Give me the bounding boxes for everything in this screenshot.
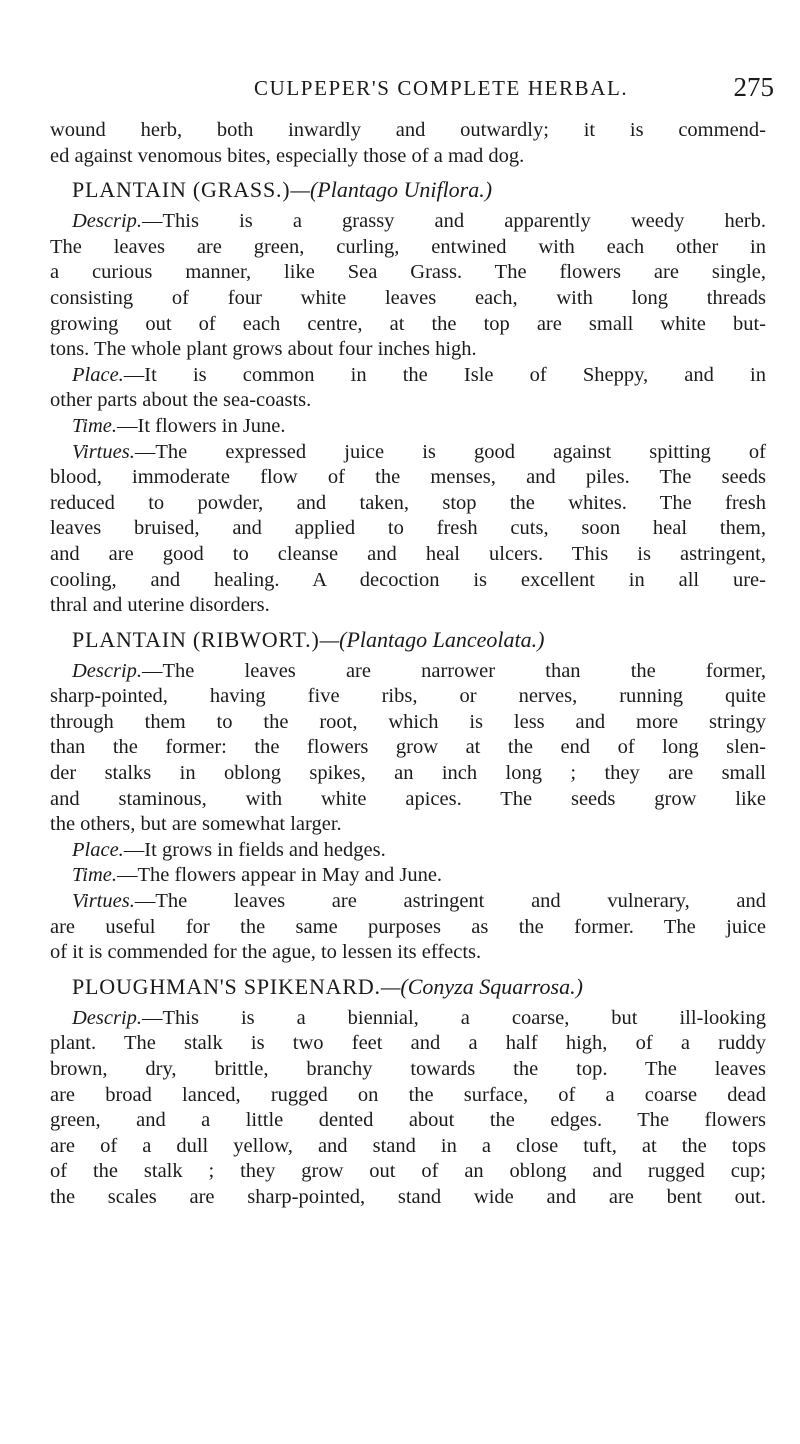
body-line: through them to the root, which is less and more stringy	[50, 710, 766, 733]
body-line: the scales are sharp-pointed, stand wide and are bent out.	[50, 1185, 766, 1208]
body-line	[50, 440, 766, 466]
body-line: and are good to cleanse and heal ulcers. This is astringent,	[50, 542, 766, 565]
line-text: —The expressed juice is good against spitting of	[134, 440, 766, 463]
body-line: reduced to powder, and taken, stop the whites. The fresh	[50, 491, 766, 514]
body-line: and staminous, with white apices. The seeds grow like	[50, 787, 766, 810]
section-label: Virtues.	[72, 890, 135, 913]
body-line: a curious manner, like Sea Grass. The flowers are single,	[50, 261, 766, 284]
entry-heading	[50, 625, 766, 655]
body-line: are useful for the same purposes as the former. The juice	[50, 915, 766, 938]
body-line: leaves bruised, and applied to fresh cuts, soon heal them,	[50, 517, 766, 540]
entry-heading-latin: —(Plantago Uniflora.)	[290, 177, 493, 203]
body-line: consisting of four white leaves each, with long threads	[50, 286, 766, 309]
line-text: —This is a biennial, a coarse, but ill-looking	[142, 1006, 766, 1029]
entry-heading	[50, 175, 766, 205]
body-line: other parts about the sea-coasts.	[50, 389, 312, 412]
section-label: Time.	[72, 414, 117, 437]
body-line: The leaves are green, curling, entwined with each other in	[50, 235, 766, 258]
body-line: are of a dull yellow, and stand in a close tuft, at the tops	[50, 1134, 766, 1157]
entry-heading-name: PLANTAIN (GRASS.)	[72, 177, 291, 203]
entry-heading	[50, 972, 766, 1002]
line-text: —This is a grassy and apparently weedy herb.	[142, 210, 766, 233]
text-block	[50, 118, 766, 1211]
line-text: —It is common in the Isle of Sheppy, and in	[123, 363, 766, 386]
line-text: —The leaves are narrower than the former,	[142, 659, 766, 682]
body-line	[50, 209, 766, 235]
body-line: der stalks in oblong spikes, an inch long ; they are small	[50, 762, 766, 785]
body-line: of it is commended for the ague, to lessen its effects.	[50, 941, 482, 964]
running-head	[254, 72, 774, 104]
section-label: Place.	[72, 363, 124, 386]
section-label: Descrip.	[72, 1006, 143, 1029]
line-text: —The flowers appear in May and June.	[117, 864, 443, 887]
body-line: plant. The stalk is two feet and a half high, of a ruddy	[50, 1032, 766, 1055]
body-line	[50, 889, 766, 915]
body-line: wound herb, both inwardly and outwardly; it is commend-	[50, 119, 766, 141]
body-line: ed against venomous bites, especially those of a mad dog.	[50, 144, 525, 167]
body-line: the others, but are somewhat larger.	[50, 813, 342, 836]
body-line	[50, 414, 766, 440]
body-line: sharp-pointed, having five ribs, or nerves, running quite	[50, 685, 766, 708]
body-line: green, and a little dented about the edges. The flowers	[50, 1109, 766, 1132]
body-line: than the former: the flowers grow at the end of long slen-	[50, 736, 766, 759]
section-label: Descrip.	[72, 659, 143, 682]
body-line: tons. The whole plant grows about four inches high.	[50, 338, 477, 361]
line-text: —The leaves are astringent and vulnerary, and	[134, 890, 766, 913]
section-label: Place.	[72, 838, 124, 861]
page-number: 275	[733, 72, 774, 102]
body-line	[50, 659, 766, 685]
body-line: growing out of each centre, at the top are small white but-	[50, 312, 766, 335]
section-label: Descrip.	[72, 210, 143, 233]
body-line: cooling, and healing. A decoction is excellent in all ure-	[50, 568, 766, 591]
body-line	[50, 1006, 766, 1032]
body-line	[50, 363, 766, 389]
body-line	[50, 863, 766, 889]
running-title: CULPEPER'S COMPLETE HERBAL.	[254, 76, 629, 100]
entry-heading-latin: —(Conyza Squarrosa.)	[380, 973, 583, 999]
line-text: —It grows in fields and hedges.	[123, 838, 386, 861]
body-line: are broad lanced, rugged on the surface, of a coarse dead	[50, 1083, 766, 1106]
entry-heading-latin: —(Plantago Lanceolata.)	[319, 626, 545, 652]
entry-heading-name: PLANTAIN (RIBWORT.)	[72, 626, 320, 652]
body-line: of the stalk ; they grow out of an oblong and rugged cup;	[50, 1160, 766, 1183]
body-line: thral and uterine disorders.	[50, 594, 270, 617]
body-line	[50, 838, 766, 864]
line-text: —It flowers in June.	[117, 414, 286, 437]
entry-heading-name: PLOUGHMAN'S SPIKENARD.	[72, 973, 381, 999]
section-label: Virtues.	[72, 440, 135, 463]
body-line: brown, dry, brittle, branchy towards the top. The leaves	[50, 1058, 766, 1080]
body-line: blood, immoderate flow of the menses, and piles. The seeds	[50, 466, 766, 489]
section-label: Time.	[72, 864, 117, 887]
